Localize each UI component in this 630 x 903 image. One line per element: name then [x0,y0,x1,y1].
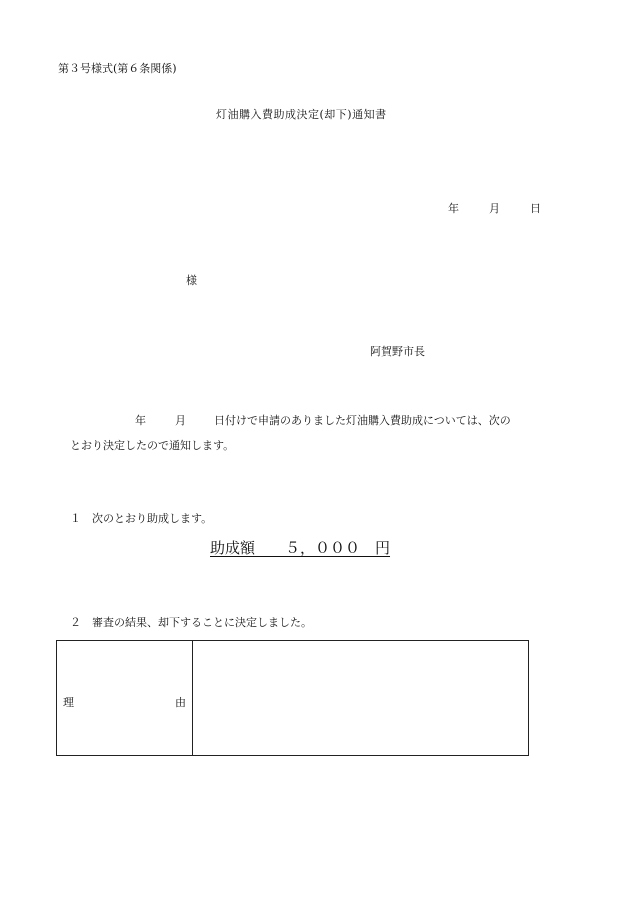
reason-label-char-1: 理 [63,696,74,709]
body-line-2: とおり決定したので通知します。 [70,439,235,452]
reason-label-char-2: 由 [175,696,186,709]
addressee-suffix: 様 [186,274,197,287]
body-year-label: 年 [135,414,146,427]
grant-amount: 助成額 ５，０００ 円 [210,539,391,557]
form-number: 第３号様式(第６条関係) [58,62,177,75]
date-day-label: 日 [530,202,541,215]
reason-table [56,640,529,756]
body-line-1-text: 日付けで申請のありました灯油購入費助成については、次の [214,414,511,427]
date-month-label: 月 [489,202,500,215]
document-title: 灯油購入費助成決定(却下)通知書 [216,108,387,121]
reason-content-cell[interactable] [193,641,528,755]
body-month-label: 月 [175,414,186,427]
item-1-grant: １ 次のとおり助成します。 [70,512,213,525]
item-2-rejection: ２ 審査の結果、却下することに決定しました。 [70,616,312,629]
issuer-name: 阿賀野市長 [370,345,425,358]
reason-label-cell [57,641,193,755]
date-line [448,200,541,216]
date-year-label: 年 [448,202,459,215]
body-line-1 [135,412,511,428]
